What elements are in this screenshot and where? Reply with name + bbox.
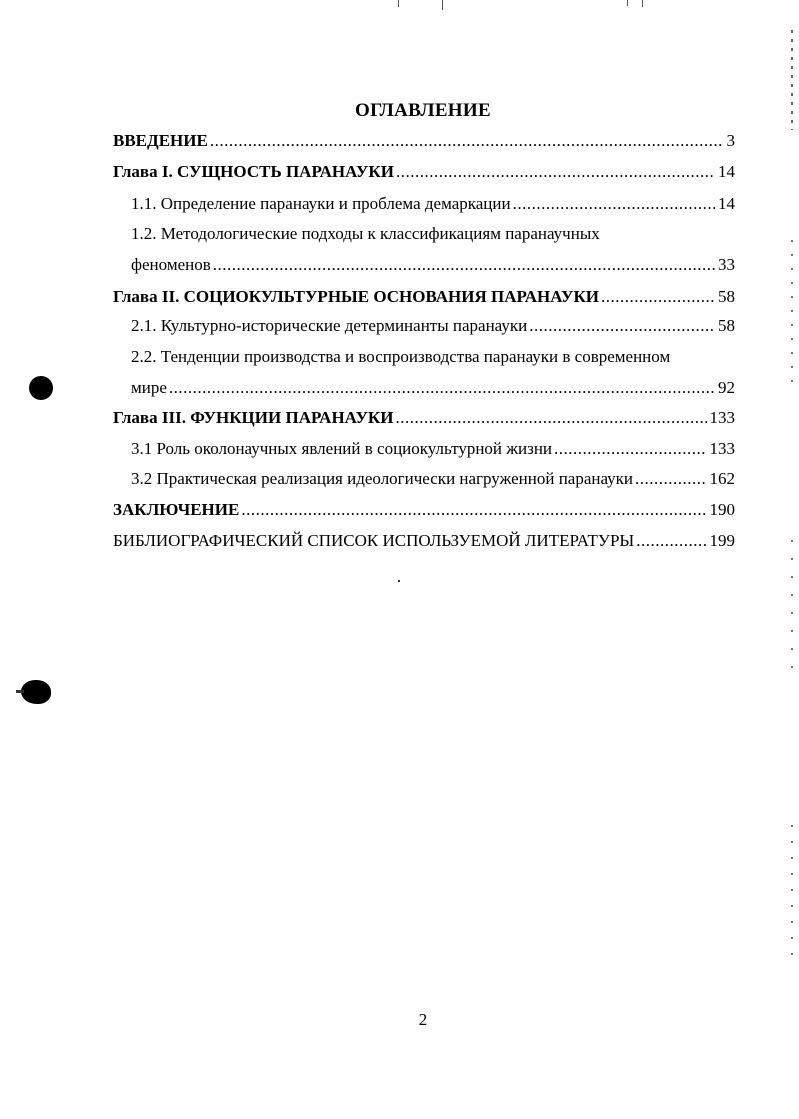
scan-edge-noise — [791, 540, 793, 680]
toc-entry-title: ВВЕДЕНИЕ — [113, 131, 208, 150]
toc-leader-dots — [210, 129, 724, 153]
toc-entry-page: 14 — [718, 194, 735, 213]
ink-blot — [21, 680, 51, 704]
toc-leader-dots — [636, 529, 706, 553]
toc-entry-section-2-2-line1[interactable]: 2.2. Тенденции производства и воспроизводства паранауки в современном — [131, 347, 671, 366]
toc-leader-dots — [513, 192, 715, 216]
page-number: 2 — [418, 1010, 428, 1029]
toc-entry-page: 58 — [718, 287, 735, 306]
toc-leader-dots — [601, 285, 715, 309]
toc-entry-section-3-2[interactable] — [131, 467, 735, 491]
toc-entry-chapter-3[interactable] — [113, 406, 735, 430]
toc-entry-section-1-2[interactable] — [131, 253, 735, 277]
toc-entry-page: 190 — [709, 500, 735, 519]
toc-entry-title: мире — [131, 378, 167, 397]
toc-entry-chapter-2[interactable] — [113, 285, 735, 309]
toc-entry-bibliography[interactable] — [113, 529, 735, 553]
toc-entry-page: 92 — [718, 378, 735, 397]
toc-leader-dots — [241, 498, 706, 522]
toc-entry-title: 3.1 Роль околонаучных явлений в социокультурной жизни — [131, 439, 553, 458]
toc-entry-section-1-1[interactable] — [131, 192, 735, 216]
scan-edge-noise — [791, 825, 793, 965]
toc-entry-chapter-1[interactable] — [113, 160, 735, 184]
toc-entry-page: 162 — [709, 469, 735, 488]
toc-entry-title: Глава I. СУЩНОСТЬ ПАРАНАУКИ — [113, 162, 394, 181]
toc-leader-dots — [395, 406, 706, 430]
toc-leader-dots — [396, 160, 715, 184]
ink-blot — [29, 376, 53, 400]
toc-entry-section-2-2[interactable] — [131, 376, 735, 400]
scan-edge-noise — [791, 30, 793, 130]
toc-entry-page: 133 — [709, 408, 735, 427]
toc-entry-page: 58 — [718, 316, 735, 335]
toc-entry-page: 133 — [709, 439, 735, 458]
toc-entry-intro[interactable] — [113, 129, 735, 153]
toc-leader-dots — [213, 253, 715, 277]
toc-entry-page: 14 — [718, 162, 735, 181]
scan-mark — [627, 0, 628, 6]
toc-leader-dots — [169, 376, 715, 400]
toc-entry-title: БИБЛИОГРАФИЧЕСКИЙ СПИСОК ИСПОЛЬЗУЕМОЙ ЛИТЕРАТУРЫ — [113, 531, 635, 550]
toc-entry-section-3-1[interactable] — [131, 437, 735, 461]
scan-mark — [398, 0, 399, 7]
toc-entry-title: Глава II. СОЦИОКУЛЬТУРНЫЕ ОСНОВАНИЯ ПАРАНАУКИ — [113, 287, 600, 306]
toc-entry-title: 3.2 Практическая реализация идеологически нагруженной паранауки — [131, 469, 634, 488]
page-title: ОГЛАВЛЕНИЕ — [355, 100, 491, 121]
toc-entry-title: 2.1. Культурно-исторические детерминанты паранауки — [131, 316, 528, 335]
toc-entry-page: 33 — [718, 255, 735, 274]
toc-leader-dots — [554, 437, 706, 461]
toc-entry-title: Глава III. ФУНКЦИИ ПАРАНАУКИ — [113, 408, 394, 427]
ink-speck — [16, 690, 24, 693]
toc-entry-conclusion[interactable] — [113, 498, 735, 522]
toc-entry-page: 3 — [726, 131, 735, 150]
toc-leader-dots — [529, 314, 715, 338]
scan-edge-noise — [791, 240, 793, 390]
scan-mark — [642, 0, 643, 7]
scan-mark — [442, 0, 443, 10]
toc-entry-title: 1.1. Определение паранауки и проблема демаркации — [131, 194, 511, 213]
toc-entry-section-2-1[interactable] — [131, 314, 735, 338]
toc-entry-title: феноменов — [131, 255, 211, 274]
toc-entry-section-1-2-line1[interactable]: 1.2. Методологические подходы к классификациям паранаучных — [131, 224, 600, 243]
toc-entry-title: ЗАКЛЮЧЕНИЕ — [113, 500, 240, 519]
toc-entry-page: 199 — [709, 531, 735, 550]
ink-speck — [398, 580, 400, 582]
toc-leader-dots — [635, 467, 706, 491]
